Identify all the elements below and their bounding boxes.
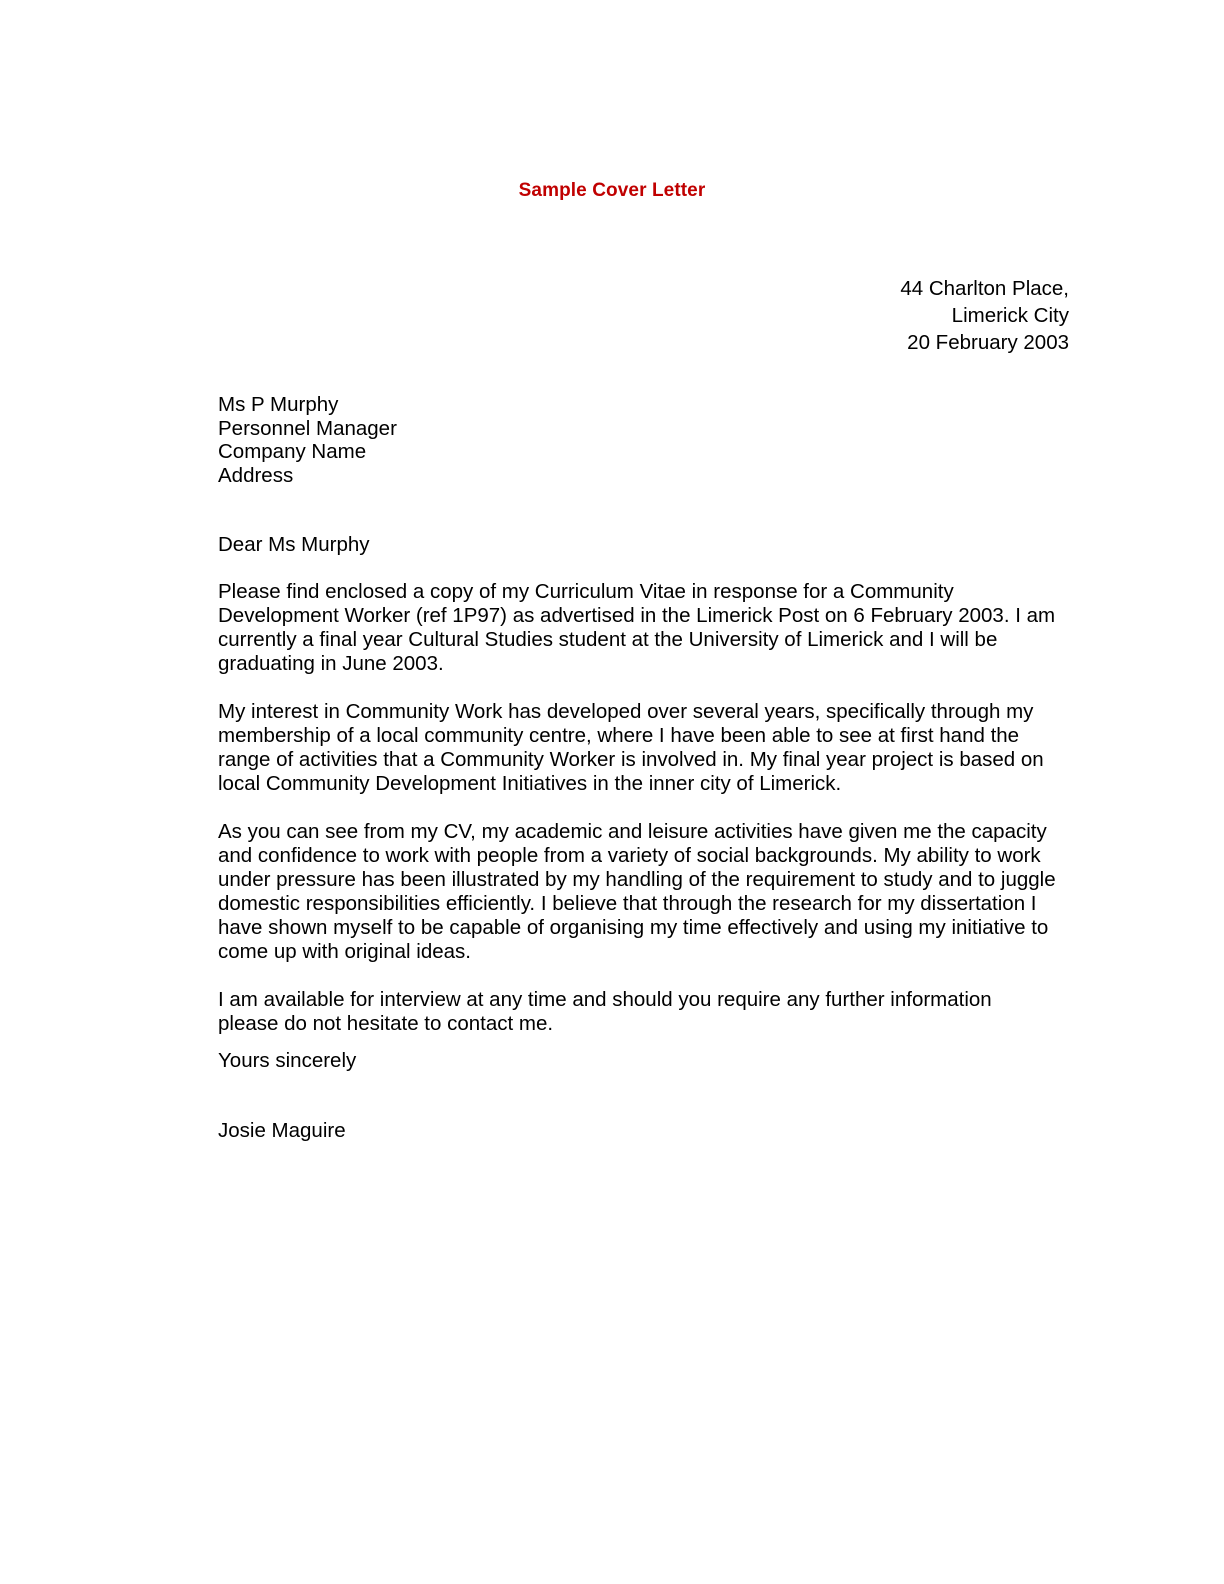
body-paragraph-4: I am available for interview at any time and should you require any further information please do not hesitate to contact me. [218, 988, 992, 1035]
letter-date: 20 February 2003 [907, 331, 1069, 354]
recipient-company: Company Name [218, 440, 367, 463]
salutation: Dear Ms Murphy [218, 533, 370, 556]
page-title: Sample Cover Letter [518, 180, 706, 201]
recipient-address-block [218, 393, 397, 487]
body-paragraph-3: As you can see from my CV, my academic and leisure activities have given me the capacity and confidence to work with people from a variety of social backgrounds. My ability to work under pressure has been illustrated by my handling of the requirement to study and to juggle domestic responsibilities efficiently. I believe that through the research for my dissertation I have shown myself to be capable of organising my time effectively and using my initiative to come up with original ideas. [218, 820, 1056, 963]
body-paragraph-2: My interest in Community Work has developed over several years, specifically through my membership of a local community centre, where I have been able to see at first hand the range of activities that a Community Worker is involved in. My final year project is based on local Community Development Initiatives in the inner city of Limerick. [218, 700, 1044, 795]
recipient-address: Address [218, 463, 294, 487]
closing-line: Yours sincerely [218, 1049, 357, 1072]
recipient-name: Ms P Murphy [218, 393, 339, 416]
body-paragraph-1: Please find enclosed a copy of my Curriculum Vitae in response for a Community Development Worker (ref 1P97) as advertised in the Limerick Post on 6 February 2003. I am currently a final year Cultural Studies student at the University of Limerick and I will be graduating in June 2003. [218, 580, 1056, 675]
recipient-job-title: Personnel Manager [218, 416, 397, 440]
sender-address-line-1: 44 Charlton Place, [900, 277, 1069, 300]
letter-body [218, 580, 1056, 1060]
sender-address-line-2: Limerick City [951, 304, 1069, 327]
signature-name: Josie Maguire [218, 1119, 346, 1142]
sender-address-block [900, 275, 1069, 356]
